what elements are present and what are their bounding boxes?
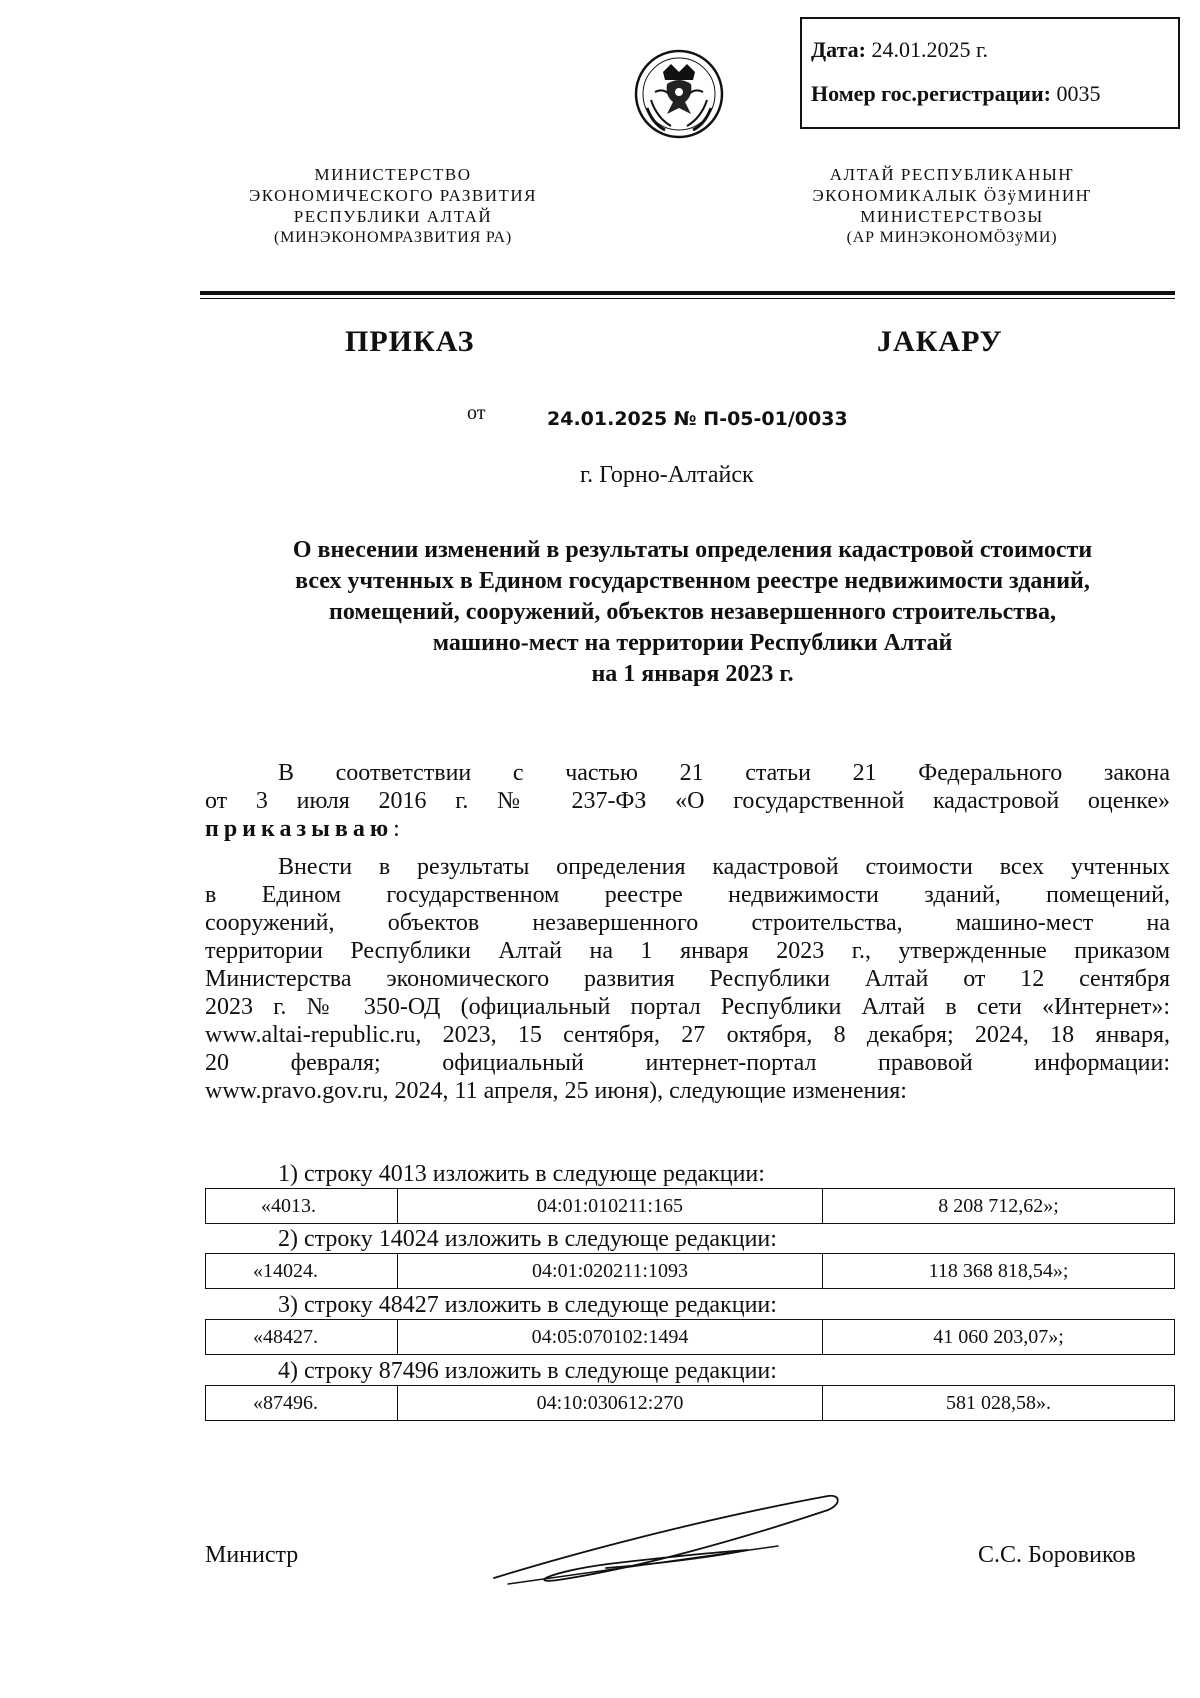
amendment-label: 1) строку 4013 изложить в следующе редакции: — [278, 1161, 765, 1187]
amendment-label: 2) строку 14024 изложить в следующе редакции: — [278, 1226, 777, 1252]
cadastral-number-cell: 04:05:070102:1494 — [398, 1320, 823, 1354]
order-date-number: 24.01.2025 № П-05-01/0033 — [547, 408, 848, 430]
ministry-header-russian: МИНИСТЕРСТВО ЭКОНОМИЧЕСКОГО РАЗВИТИЯ РЕСПУБЛИКИ АЛТАЙ (МИНЭКОНОМРАЗВИТИЯ РА) — [248, 165, 538, 246]
amendment-row — [205, 1385, 1175, 1421]
cadastral-number-cell: 04:01:010211:165 — [398, 1189, 823, 1223]
amendment-row — [205, 1319, 1175, 1355]
cadastral-value-cell: 581 028,58». — [946, 1391, 1051, 1414]
cadastral-value-cell: 8 208 712,62»; — [938, 1194, 1059, 1217]
registration-number: Номер гос.регистрации: 0035 — [811, 81, 1101, 106]
header-divider-thin — [200, 298, 1175, 299]
order-title-altai: JАКАРУ — [877, 325, 1003, 358]
handwritten-signature-icon — [488, 1460, 846, 1595]
order-title-russian: ПРИКАЗ — [345, 325, 475, 358]
cadastral-number-cell: 04:10:030612:270 — [398, 1386, 823, 1420]
signer-position: Министр — [205, 1542, 299, 1568]
cadastral-value-cell: 118 368 818,54»; — [928, 1259, 1069, 1282]
order-date-prefix: от — [467, 402, 486, 424]
amendment-label: 4) строку 87496 изложить в следующе редакции: — [278, 1358, 777, 1384]
order-city: г. Горно-Алтайск — [580, 462, 754, 488]
row-number-cell: «14024. — [206, 1254, 398, 1288]
coat-of-arms-icon — [633, 48, 725, 140]
cadastral-number-cell: 04:01:020211:1093 — [398, 1254, 823, 1288]
registration-stamp — [800, 17, 1180, 129]
document-title: О внесении изменений в результаты определения кадастровой стоимости всех учтенных в Едином государственном реестре недвижимости зданий, помещений, сооружений, объектов незавершенного строительства, машино-мест на территории Республики Алтай на 1 января 2023 г. — [292, 537, 1093, 687]
header-divider-thick — [200, 291, 1175, 295]
amendment-label: 3) строку 48427 изложить в следующе редакции: — [278, 1292, 777, 1318]
command-word: приказываю: — [205, 816, 400, 842]
amendment-row — [205, 1188, 1175, 1224]
paragraph-legal-basis: В соответствии с частью 21 статьи 21 Федерального закона от 3 июля 2016 г. № 237-ФЗ «О государственной кадастровой оценке» приказываю: — [205, 760, 1170, 842]
amendment-row — [205, 1253, 1175, 1289]
ministry-header-altai: АЛТАЙ РЕСПУБЛИКАНЫҤ ЭКОНОМИКАЛЫК ÖЗÿМИНИҤ МИНИСТЕРСТВОЗЫ (АР МИНЭКОНОМÖЗÿМИ) — [812, 165, 1092, 246]
row-number-cell: «4013. — [206, 1189, 398, 1223]
registration-date: Дата: 24.01.2025 г. — [811, 37, 989, 62]
row-number-cell: «48427. — [206, 1320, 398, 1354]
paragraph-amendments-intro: Внести в результаты определения кадастровой стоимости всех учтенных в Едином государственном реестре недвижимости зданий, помещений, сооружений, объектов незавершенного строительства, машино-мест на территории Республики Алтай на 1 января 2023 г., утвержденные приказом Министерства экономического развития Республики Алтай от 12 сентября 2023 г. № 350-ОД (официальный портал Республики Алтай в сети «Интернет»: www.altai-republic.ru, 2023, 15 сентября, 27 октября, 8 декабря; 2024, 18 января, 20 февраля; официальный интернет-портал правовой информации: www.pravo.gov.ru, 2024, 11 апреля, 25 июня), следующие изменения: — [205, 854, 1170, 1104]
row-number-cell: «87496. — [206, 1386, 398, 1420]
cadastral-value-cell: 41 060 203,07»; — [933, 1325, 1064, 1348]
signer-name: С.С. Боровиков — [978, 1542, 1136, 1568]
